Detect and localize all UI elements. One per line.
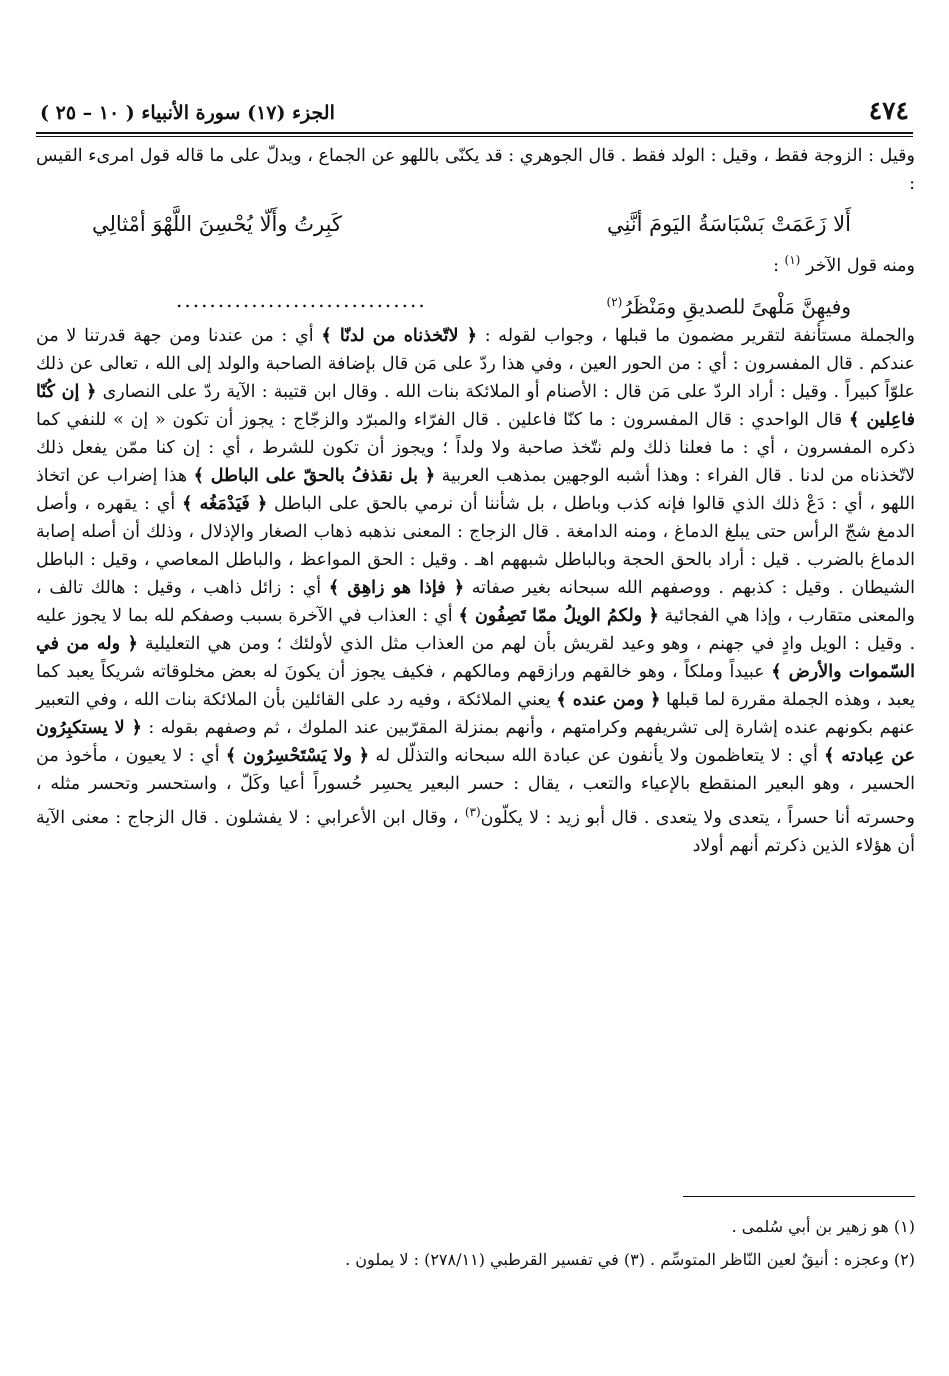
body-text	[36, 142, 915, 860]
footnote-marker-2: (٢)	[606, 294, 623, 309]
running-title: الجزء (١٧) سورة الأنبياء ( ١٠ – ٢٥ )	[40, 102, 335, 124]
footnote-2-3: (٢) وعجزه : أنيقٌ لعين النّاظر المتوسِّم . (٣) في تفسير القرطبي (٢٧٨/١١) : لا يملون .	[345, 1250, 915, 1269]
text-run: أي : زائل ذاهب ، وقيل : هالك تالف ، والمعنى متقارب ، وإذا هي الفجائية	[36, 577, 915, 626]
text-run: والجملة مستأنفة لتقرير مضمون ما قبلها ، وجواب لقوله :	[476, 325, 915, 346]
quran-quote: ﴿ لا يستكبِرُون عن عِبادته ﴾	[36, 717, 915, 766]
header-rule	[36, 132, 913, 134]
text-run: قال الواحدي : قال المفسرون : ما كنّا فاعلين . قال الفرّاء والمبرّد والزجّاج : يجوز أن تكون « إن » للنفي كما ذكره المفسرون ، أي : ما فعلنا ذلك ولم نتّخذ صاحبة ولا ولداً ؛ ويجوز أن تكون للشرط ، أي : إن كنا ممّن يفعل ذلك لاتّخذناه من لدنا . قال الفراء : وهذا أشبه الوجهين بمذهب العربية	[36, 409, 915, 486]
poem-verse-zuhair	[36, 282, 915, 322]
quran-quote: ﴿ ولا يَسْتَحْسِرُون ﴾	[225, 745, 370, 766]
quran-quote: ﴿ بل نقذفُ بالحقّ على الباطل ﴾	[193, 465, 436, 486]
quran-quote: ﴿ لاتّخذناه من لدنّا ﴾	[321, 325, 477, 346]
text-run: عبيداً وملكاً ، وهو خالقهم ورازقهم ومالكهم ، فكيف يجوز أن يكونَ له بعض مخلوقاته شريكاً يعبد كما يعبد ، وهذه الجملة مقررة لما قبلها	[36, 661, 915, 710]
verse-first-hemistich: أَلا زَعَمَتْ بَسْبَاسَةُ اليَومَ أنَّنِي	[606, 212, 851, 236]
verse-hemistich	[607, 288, 851, 321]
page-number: ٤٧٤	[868, 96, 909, 125]
text-run: :	[773, 255, 785, 276]
page-header	[36, 92, 913, 132]
text-run: أي : من عندنا ومن جهة قدرتنا لا من عندكم . قال المفسرون : أي : من الحور العين ، وفي هذا ردّ على مَن قال بإضافة الصاحبة والولد إلى الله ، تعالى عن ذلك علوّاً كبيراً . وقيل : أراد الردّ على مَن قال : الأصنام أو الملائكة بنات الله . وقال ابن قتيبة : الآية ردّ على النصارى	[36, 325, 915, 402]
text-run: يعني الملائكة ، وفيه رد على القائلين بأن الملائكة بنات الله ، وفي التعبير عنهم بكونهم عنده إشارة إلى تشريفهم وكرامتهم ، وأنهم بمنزلة المقرّبين عند الملوك ، ثم وصفهم بقوله :	[36, 689, 916, 738]
quran-quote: ﴿ ومن عنده ﴾	[556, 689, 661, 710]
header-rule-thin	[36, 136, 913, 137]
text-run: أي : لا يعيون ، مأخوذ من الحسير ، وهو البعير المنقطع بالإعياء والتعب ، يقال : حسر البعير يحسِر حُسوراً أعيا وكَلّ ، واستحسر وتحسر مثله ، وحسرته أنا حسراً ، يتعدى ولا يتعدى . قال أبو زيد : لا يكلّون	[36, 745, 915, 828]
poem-verse-imru-al-qais	[36, 204, 915, 244]
paragraph-another-saying	[36, 246, 915, 280]
text-run: أي : لا يتعاظمون ولا يأنفون عن عبادة الله سبحانه والتذلّل له	[369, 745, 825, 766]
paragraph-intro: وقيل : الزوجة فقط ، وقيل : الولد فقط . قال الجوهري : قد يكنّى باللهو عن الجماع ، ويدلّ على ما قاله قول امرىء القيس :	[36, 146, 915, 194]
verse-omission-dots: ..............................	[176, 287, 427, 312]
text-run: ، وقال ابن الأعرابي : لا يفشلون . قال الزجاج : معنى الآية أن هؤلاء الذين ذكرتم أنهم أولاد	[36, 807, 915, 856]
verse-text: وفيهِنَّ مَلْهىً للصديقِ ومَنْظَرُ	[622, 294, 851, 319]
quran-quote: ﴿ وله من في السّموات والأرض ﴾	[36, 633, 916, 682]
quran-quote: ﴿ إن كُنّا فاعِلين ﴾	[36, 381, 916, 430]
footnote-marker-3: (٣)	[464, 804, 481, 819]
text-run: ومنه قول الآخر	[805, 255, 915, 276]
footnote-separator	[683, 1196, 915, 1197]
quran-quote: ﴿ ولكمُ الويلُ ممّا تَصِفُون ﴾	[458, 605, 659, 626]
footnote-1: (١) هو زهير بن أبي سُلمى .	[731, 1217, 915, 1236]
paragraph-commentary	[36, 322, 915, 860]
text-run: هذا إضراب عن اتخاذ اللهو ، أي : دَعْ ذلك الذي قالوا فإنه كذب وباطل ، بل شأننا أن نرمي بالحق على الباطل	[36, 465, 915, 514]
verse-second-hemistich: كَبِرتُ وأَلّا يُحْسِنَ اللَّهْوَ أمْثالِي	[92, 212, 342, 236]
text-run: أي : يقهره ، وأصل الدمغ شجّ الرأس حتى يبلغ الدماغ ، ومنه الدامغة . قال الزجاج : المعنى نذهبه ذهاب الصغار والإذلال ، وذلك أن أصله إصابة الدماغ بالضرب . قيل : أراد بالحق الحجة وبالباطل شبههم اهـ . وقيل : الحق المواعظ ، والباطل المعاصي ، وقيل : الباطل الشيطان . وقيل : كذبهم . ووصفهم الله سبحانه بغير صفاته	[36, 493, 916, 598]
quran-quote: ﴿ فإذا هو زاهِق ﴾	[328, 577, 465, 598]
text-run: أي : العذاب في الآخرة بسبب وصفكم لله بما لا يجوز عليه . وقيل : الويل وادٍ في جهنم ، وهو وعيد لقريش بأن لهم من العذاب مثل الذي لأولئك ؛ ومن هي التعليلية	[36, 605, 916, 654]
quran-quote: ﴿ فَيَدْمَغُه ﴾	[182, 493, 268, 514]
footnotes	[36, 1210, 915, 1276]
footnote-marker-1: (١)	[784, 253, 801, 267]
